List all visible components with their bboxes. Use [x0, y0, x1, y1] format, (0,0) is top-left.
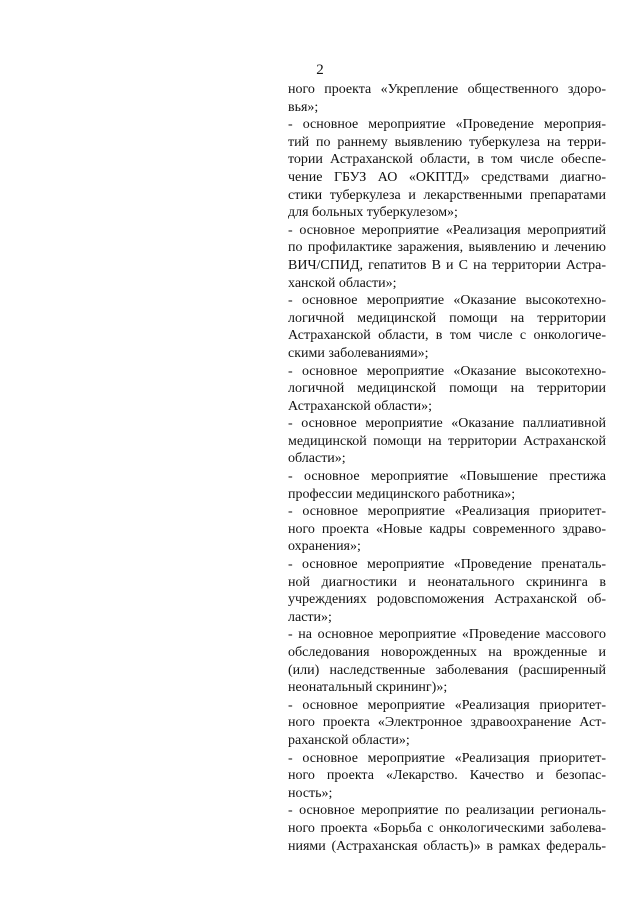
text-line: ниями (Астраханская область)» в рамках федераль-: [288, 838, 606, 854]
text-line: области»;: [288, 451, 346, 467]
text-line: тий по раннему выявлению туберкулеза на терри-: [288, 134, 606, 150]
text-line: ласти»;: [288, 609, 332, 625]
page-number: 2: [316, 62, 324, 78]
text-line: ность»;: [288, 785, 333, 801]
text-line: ной диагностики и неонатального скрининга в: [288, 574, 606, 590]
text-line: медицинской помощи на территории Астраханской: [288, 433, 606, 449]
text-line: профессии медицинского работника»;: [288, 486, 516, 502]
text-line: ного проекта «Укрепление общественного здоро-: [288, 82, 606, 97]
text-line: чение ГБУЗ АО «ОКПТД» средствами диагно-: [288, 169, 606, 185]
text-line: Астраханской области, в том числе с онкологиче-: [288, 328, 606, 344]
text-line: раханской области»;: [288, 732, 410, 748]
text-line: - основное мероприятие «Реализация мероприятий: [288, 222, 606, 238]
text-line: неонатальный скрининг)»;: [288, 680, 448, 696]
text-line: ного проекта «Электронное здравоохранение Аст-: [288, 715, 606, 731]
text-line: тории Астраханской области, в том числе обеспе-: [288, 152, 606, 168]
text-line: обследования новорожденных на врожденные и: [288, 645, 606, 660]
text-line: - основное мероприятие «Проведение мероприя-: [288, 117, 606, 133]
text-line: логичной медицинской помощи на территории: [288, 381, 606, 397]
text-line: - основное мероприятие «Повышение престижа: [288, 469, 606, 485]
text-line: - основное мероприятие «Оказание высокотехно-: [288, 363, 606, 379]
text-line: ханской области»;: [288, 275, 397, 291]
text-line: - основное мероприятие «Реализация приоритет-: [288, 750, 606, 766]
text-line: - основное мероприятие по реализации региональ-: [288, 803, 606, 819]
text-line: (или) наследственные заболевания (расширенный: [288, 662, 606, 678]
text-line: - основное мероприятие «Проведение пренаталь-: [288, 557, 606, 573]
text-line: охранения»;: [288, 539, 361, 555]
body-text: [288, 81, 606, 855]
text-line: вья»;: [288, 99, 319, 115]
text-line: - на основное мероприятие «Проведение массового: [288, 627, 606, 643]
text-line: ВИЧ/СПИД, гепатитов В и С на территории Астра-: [288, 257, 606, 273]
text-line: логичной медицинской помощи на территории: [288, 310, 606, 326]
text-line: по профилактике заражения, выявлению и лечению: [288, 240, 606, 256]
text-line: ного проекта «Лекарство. Качество и безопас-: [288, 768, 606, 784]
text-line: стики туберкулеза и лекарственными препаратами: [288, 187, 606, 203]
text-line: ного проекта «Новые кадры современного здраво-: [288, 521, 606, 537]
text-line: - основное мероприятие «Реализация приоритет-: [288, 697, 606, 713]
text-line: скими заболеваниями»;: [288, 345, 429, 361]
text-line: - основное мероприятие «Оказание паллиативной: [288, 416, 606, 432]
text-line: учреждениях родовспоможения Астраханской об-: [288, 592, 606, 608]
text-line: Астраханской области»;: [288, 398, 432, 414]
text-line: - основное мероприятие «Оказание высокотехно-: [288, 293, 606, 309]
text-line: ного проекта «Борьба с онкологическими заболева-: [288, 820, 606, 836]
text-line: для больных туберкулезом»;: [288, 205, 458, 221]
text-line: - основное мероприятие «Реализация приоритет-: [288, 504, 606, 520]
